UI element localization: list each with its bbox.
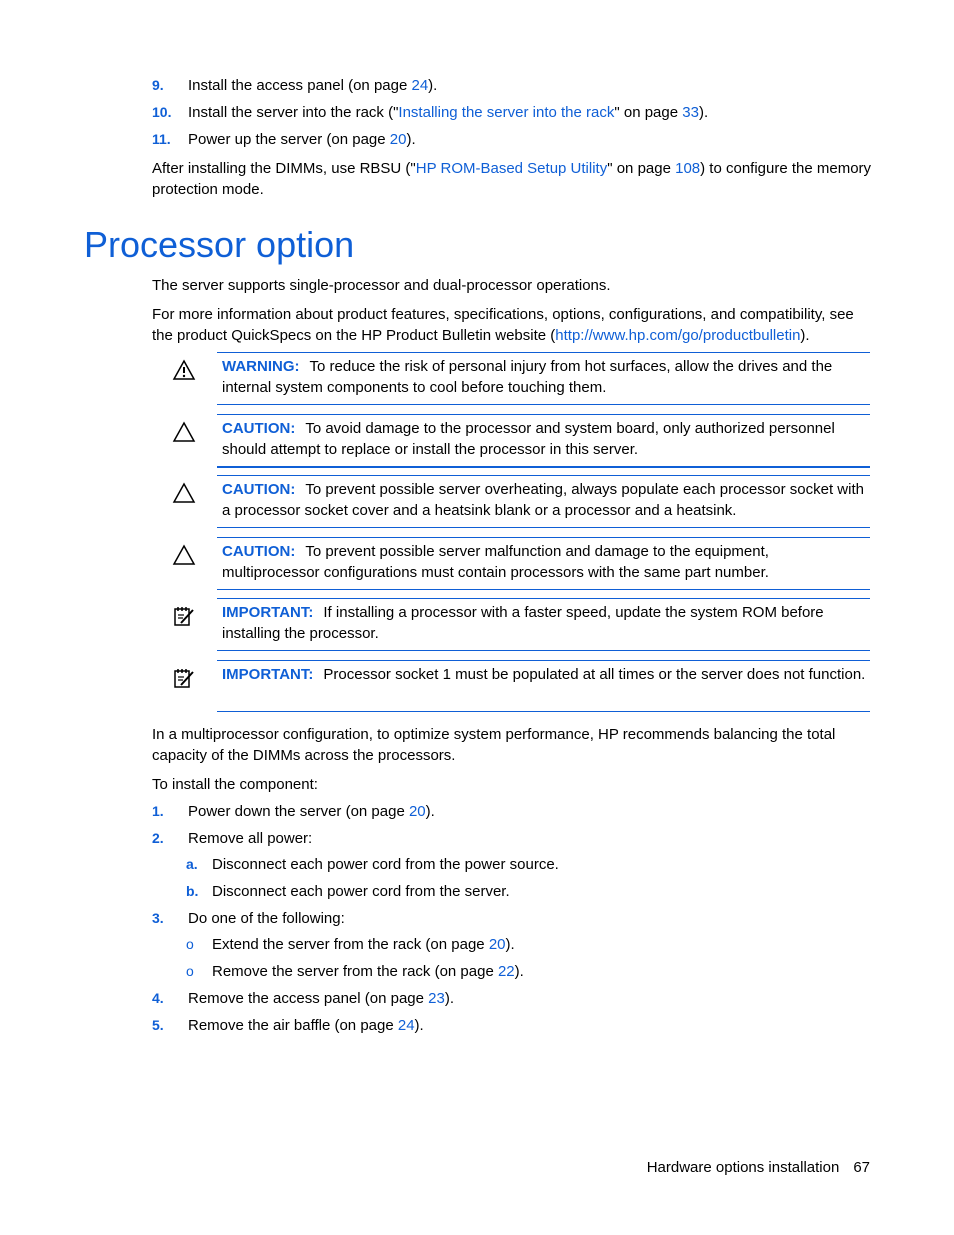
intro-paragraph: The server supports single-processor and dual-processor operations. [152,277,611,294]
step-text-end: ). [414,1017,424,1034]
install-intro: To install the component: [152,776,318,793]
page-link[interactable]: 33 [682,104,699,121]
important-note [152,660,870,716]
note-top-rule [217,414,870,415]
substep-letter: b. [186,883,199,899]
para-text: After installing the DIMMs, use RBSU (" [152,160,416,177]
caution-triangle-icon [172,543,196,567]
list-item [152,99,872,126]
list-item [152,798,872,825]
note-body [222,418,868,460]
install-steps-list-end [152,985,872,1039]
substep-text: Remove the server from the rack (on page [212,963,498,980]
note-top-rule [217,537,870,538]
step-number: 11. [152,131,171,147]
bullet-icon: o [186,936,194,952]
step-text: Do one of the following: [188,910,345,927]
note-label: IMPORTANT: [222,666,314,683]
power-substeps [186,851,866,905]
page-number: 67 [853,1159,870,1176]
step-text: Power down the server (on page [188,803,409,820]
step-text: Remove the access panel (on page [188,990,429,1007]
rbsu-link[interactable]: HP ROM-Based Setup Utility [415,160,608,177]
para-text-end: ). [800,327,810,344]
bullet-icon: o [186,963,194,979]
note-top-rule [217,352,870,353]
caution-note [152,537,870,593]
page-link[interactable]: 22 [497,963,515,980]
note-label: IMPORTANT: [222,604,314,621]
note-bottom-rule [217,589,870,590]
note-label: CAUTION: [222,543,296,560]
caution-triangle-icon [172,420,196,444]
step-number: 5. [152,1017,164,1033]
list-item [152,126,872,153]
step-text: Remove the air baffle (on page [188,1017,398,1034]
note-bottom-rule [217,527,870,528]
note-top-rule [217,475,870,476]
note-bottom-rule [217,404,870,405]
note-body [222,356,868,398]
substep-text-end: ). [505,936,515,953]
substep-text-end: ). [514,963,524,980]
note-label: WARNING: [222,358,300,375]
install-steps-list [152,798,872,852]
step-number: 9. [152,77,164,93]
page-link[interactable]: 108 [675,160,701,177]
note-text: To prevent possible server malfunction and damage to the equipment, multiprocessor configurations must contain processors with the same part number. [222,543,769,581]
step-number: 10. [152,104,172,120]
section-heading: Processor option [84,224,355,265]
step-text-end: ). [698,104,709,121]
note-top-rule [217,598,870,599]
note-text: Processor socket 1 must be populated at all times or the server does not function. [323,666,866,683]
more-info-paragraph [152,304,872,346]
rack-substeps [186,931,866,985]
note-text: To reduce the risk of personal injury from hot surfaces, allow the drives and the internal system components to cool before touching them. [222,358,833,396]
step-text: Install the access panel (on page [188,77,412,94]
caution-note [152,414,870,470]
list-item [152,1012,872,1039]
caution-note [152,475,870,531]
note-body [222,541,868,583]
after-dimms-paragraph [152,158,872,200]
list-item [186,931,866,958]
note-text: To avoid damage to the processor and system board, only authorized personnel should attempt to replace or install the processor in this server. [222,420,835,458]
list-item [152,72,872,99]
step-text: Install the server into the rack (" [188,104,399,121]
note-text: If installing a processor with a faster speed, update the system ROM before installing the processor. [222,604,824,642]
step-text-end: ). [406,131,416,148]
page-link[interactable]: 20 [389,131,407,148]
note-bottom-rule [217,711,870,712]
step-number: 4. [152,990,164,1006]
page-link[interactable]: 20 [408,803,426,820]
top-steps-list [152,72,872,153]
substep-text: Disconnect each power cord from the server. [212,883,510,900]
section-link[interactable]: Installing the server into the rack [398,104,615,121]
substep-text: Disconnect each power cord from the power source. [212,856,559,873]
step-text-end: ). [444,990,455,1007]
list-item [152,905,872,932]
step-text-mid: " on page [614,104,683,121]
product-bulletin-link[interactable]: http://www.hp.com/go/productbulletin [555,327,801,344]
page-link[interactable]: 20 [488,936,506,953]
warning-note [152,352,870,408]
substep-letter: a. [186,856,198,872]
note-bottom-rule [217,466,870,468]
note-body [222,602,868,644]
footer-section: Hardware options installation [646,1159,840,1176]
important-note-icon [172,666,196,690]
list-item [186,958,866,985]
important-note [152,598,870,654]
note-text: To prevent possible server overheating, always populate each processor socket with a processor socket cover and a heatsink blank or a processor and a heatsink. [222,481,864,519]
step-number: 3. [152,910,164,926]
substep-text: Extend the server from the rack (on page [212,936,489,953]
step-text: Remove all power: [188,830,313,847]
note-top-rule [217,660,870,661]
para-text-mid: " on page [607,160,676,177]
list-item [186,878,866,905]
step-text: Power up the server (on page [188,131,390,148]
step-text-end: ). [428,77,438,94]
step-text-end: ). [425,803,435,820]
multiprocessor-paragraph: In a multiprocessor configuration, to optimize system performance, HP recommends balancing the total capacity of the DIMMs across the processors. [152,726,836,764]
caution-triangle-icon [172,481,196,505]
list-item [186,851,866,878]
page-link[interactable]: 23 [428,990,445,1007]
warning-triangle-icon [172,358,196,382]
note-body [222,664,868,685]
note-label: CAUTION: [222,481,296,498]
list-item [152,825,872,852]
step-number: 1. [152,803,164,819]
list-item [152,985,872,1012]
page-link[interactable]: 24 [411,77,429,94]
step-number: 2. [152,830,164,846]
para-text: For more information about product features, specifications, options, configurations, and compatibility, see the product QuickSpecs on the HP Product Bulletin website ( [152,306,854,344]
note-label: CAUTION: [222,420,296,437]
install-steps-list-cont [152,905,872,932]
note-bottom-rule [217,650,870,651]
para-text-end: ) to configure the memory protection mode. [152,160,872,198]
note-body [222,479,868,521]
page-link[interactable]: 24 [397,1017,415,1034]
important-note-icon [172,604,196,628]
page-footer [647,1157,870,1178]
